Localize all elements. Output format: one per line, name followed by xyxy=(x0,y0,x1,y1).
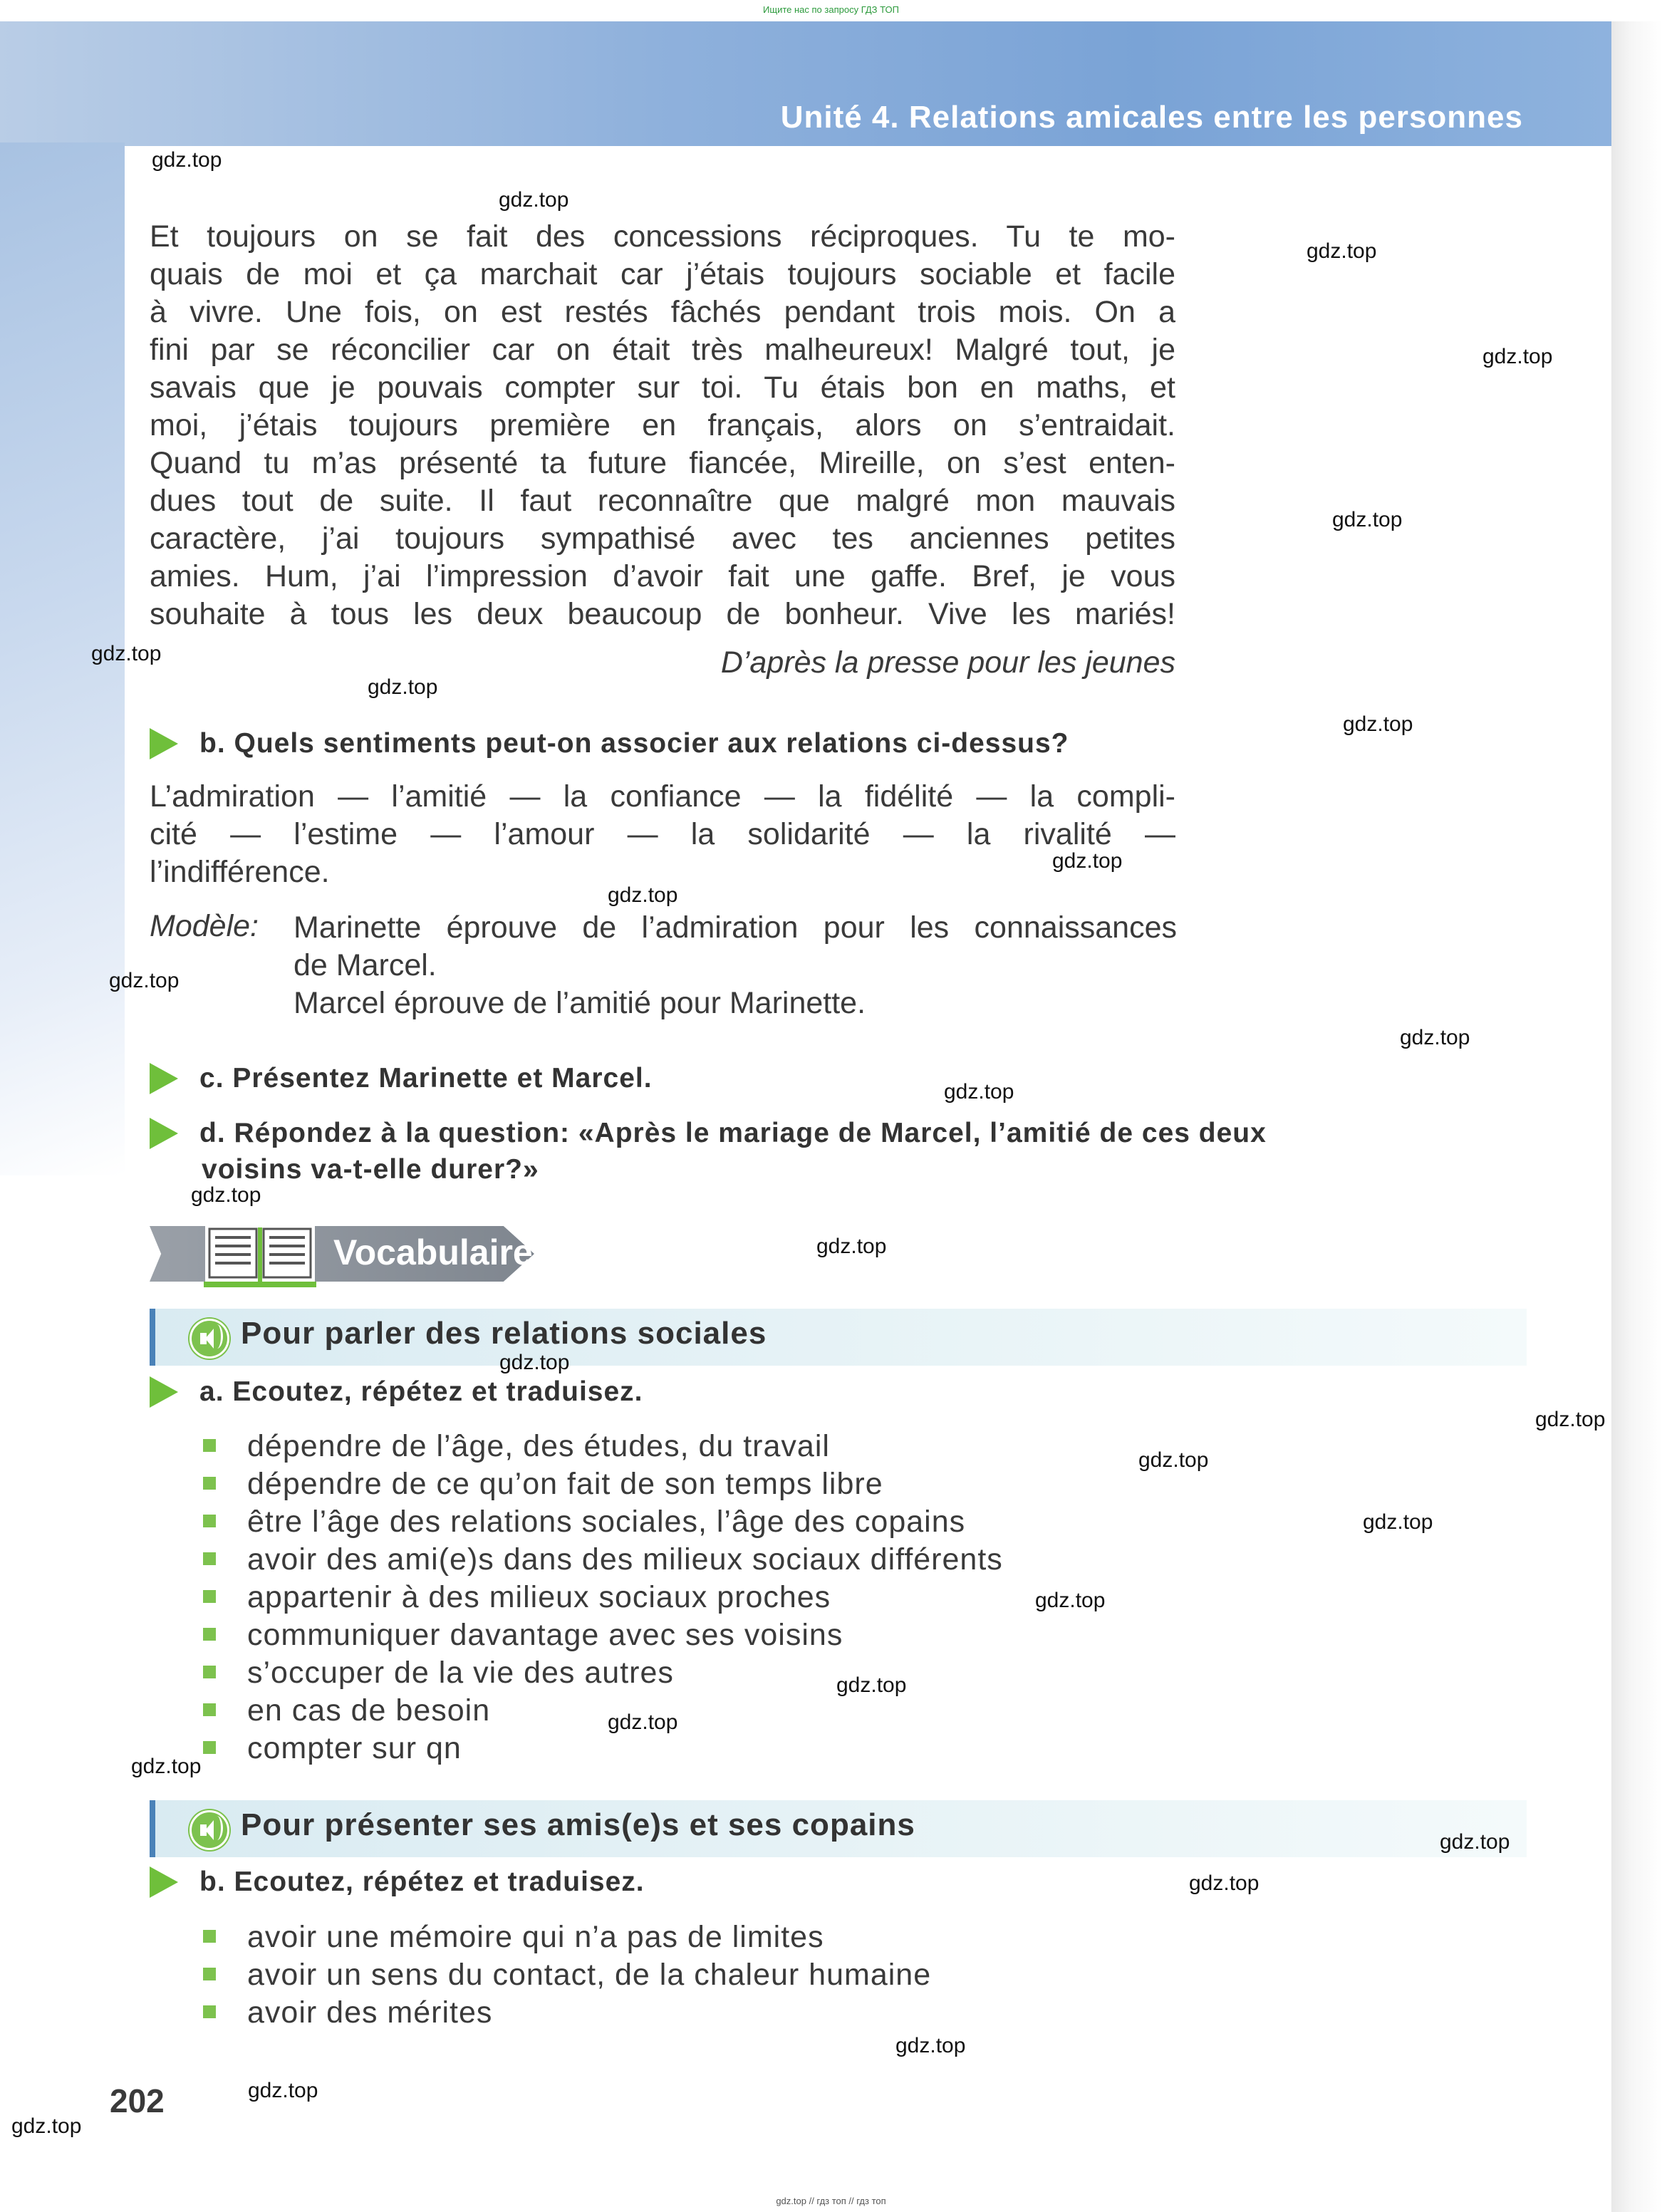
bullet-icon xyxy=(203,1741,216,1754)
watermark: gdz.top xyxy=(1482,345,1553,368)
page-number: 202 xyxy=(110,2082,165,2119)
section-title: Pour parler des relations sociales xyxy=(241,1316,767,1351)
list-item xyxy=(203,1428,1003,1465)
bullet-icon xyxy=(203,2005,216,2018)
bullet-icon xyxy=(203,1515,216,1527)
watermark: gdz.top xyxy=(1138,1448,1209,1472)
text-source: D’après la presse pour les jeunes xyxy=(720,645,1175,680)
section-title: Pour présenter ses amis(e)s et ses copains xyxy=(241,1807,915,1842)
audio-icon[interactable] xyxy=(189,1319,229,1359)
paragraph-line: Et toujours on se fait des concessions réciproques. Tu te mo- xyxy=(150,219,1175,254)
bullet-icon xyxy=(203,1930,216,1943)
list-item xyxy=(203,1956,931,1994)
watermark: gdz.top xyxy=(131,1755,202,1778)
list-item xyxy=(203,1730,1003,1767)
bullet-icon xyxy=(203,1703,216,1716)
task-d xyxy=(150,1116,1267,1149)
watermark: gdz.top xyxy=(91,642,162,665)
list-item xyxy=(203,1994,931,2032)
watermark: gdz.top xyxy=(1343,712,1413,736)
task-b2-title: b. Ecoutez, répétez et traduisez. xyxy=(199,1866,645,1897)
bullet-icon xyxy=(203,1590,216,1603)
item-text: s’occuper de la vie des autres xyxy=(247,1656,674,1690)
task-d-line2: voisins va-t-elle durer?» xyxy=(202,1154,539,1185)
list-item xyxy=(203,1918,931,1956)
item-text: avoir un sens du contact, de la chaleur humaine xyxy=(247,1958,932,1992)
task-a xyxy=(150,1375,643,1408)
list-item xyxy=(203,1465,1003,1503)
watermark: gdz.top xyxy=(499,1351,570,1374)
watermark: gdz.top xyxy=(1400,1026,1470,1049)
vocabulary-list-1 xyxy=(203,1428,1003,1767)
model-label: Modèle: xyxy=(150,909,259,943)
paragraph-line: Quand tu m’as présenté ta future fiancée, Mireille, on s’est enten- xyxy=(150,446,1175,480)
model-line: Marinette éprouve de l’admiration pour les connaissances xyxy=(294,910,1177,945)
watermark: gdz.top xyxy=(816,1235,887,1258)
paragraph-line: moi, j’étais toujours première en français, alors on s’entraidait. xyxy=(150,408,1175,442)
task-c xyxy=(150,1061,653,1094)
model-line: Marcel éprouve de l’amitié pour Marinette. xyxy=(294,986,866,1020)
watermark: gdz.top xyxy=(608,883,678,907)
task-b xyxy=(150,727,1069,759)
sentiments-line: l’indifférence. xyxy=(150,855,330,889)
section-amis-copains xyxy=(150,1800,1527,1857)
task-d-line1: d. Répondez à la question: «Après le mariage de Marcel, l’amitié de ces deux xyxy=(199,1117,1267,1148)
audio-icon[interactable] xyxy=(189,1810,229,1850)
watermark: gdz.top xyxy=(1332,508,1403,531)
bullet-icon xyxy=(203,1439,216,1452)
top-note: Ищите нас по запросу ГДЗ ТОП xyxy=(763,4,899,15)
task-a-title: a. Ecoutez, répétez et traduisez. xyxy=(199,1376,643,1407)
sound-waves-icon xyxy=(211,1816,223,1840)
item-text: avoir des mérites xyxy=(247,1995,493,2030)
bullet-icon xyxy=(203,1628,216,1641)
section-relations-sociales xyxy=(150,1309,1527,1366)
watermark: gdz.top xyxy=(368,675,438,699)
unit-title: Unité 4. Relations amicales entre les personnes xyxy=(780,100,1523,135)
paragraph-line: savais que je pouvais compter sur toi. Tu étais bon en maths, et xyxy=(150,370,1175,405)
list-item xyxy=(203,1541,1003,1579)
paragraph-line: fini par se réconcilier car on était très malheureux! Malgré tout, je xyxy=(150,333,1175,367)
watermark: gdz.top xyxy=(152,148,222,172)
watermark: gdz.top xyxy=(895,2034,966,2057)
play-triangle-icon xyxy=(150,1376,178,1408)
list-item xyxy=(203,1616,1003,1654)
task-c-title: c. Présentez Marinette et Marcel. xyxy=(199,1062,653,1094)
watermark: gdz.top xyxy=(1440,1830,1510,1854)
sound-waves-icon xyxy=(211,1324,223,1349)
item-text: dépendre de ce qu’on fait de son temps libre xyxy=(247,1467,883,1501)
task-b2 xyxy=(150,1865,645,1898)
watermark: gdz.top xyxy=(944,1080,1014,1104)
bullet-icon xyxy=(203,1666,216,1678)
bullet-icon xyxy=(203,1552,216,1565)
paragraph-line: dues tout de suite. Il faut reconnaître que malgré mon mauvais xyxy=(150,484,1175,518)
page-edge xyxy=(1611,21,1662,2212)
watermark: gdz.top xyxy=(1535,1408,1606,1431)
vocabulary-list-2 xyxy=(203,1918,931,2032)
item-text: être l’âge des relations sociales, l’âge des copains xyxy=(247,1505,966,1539)
model-text xyxy=(294,909,1177,1022)
main-paragraph xyxy=(150,218,1175,633)
book-icon xyxy=(199,1222,321,1289)
watermark: gdz.top xyxy=(608,1710,678,1734)
paragraph-line: à vivre. Une fois, on est restés fâchés pendant trois mois. On a xyxy=(150,295,1175,329)
watermark: gdz.top xyxy=(1363,1510,1433,1534)
vocabulary-label: Vocabulaire xyxy=(333,1232,533,1272)
item-text: appartenir à des milieux sociaux proches xyxy=(247,1580,831,1614)
paragraph-line: amies. Hum, j’ai l’impression d’avoir fait une gaffe. Bref, je vous xyxy=(150,559,1175,593)
sentiments-line: cité — l’estime — l’amour — la solidarité — la rivalité — xyxy=(150,817,1175,851)
watermark: gdz.top xyxy=(109,969,180,992)
item-text: compter sur qn xyxy=(247,1731,462,1765)
bullet-icon xyxy=(203,1968,216,1980)
watermark: gdz.top xyxy=(191,1183,261,1207)
watermark: gdz.top xyxy=(1307,239,1377,263)
watermark: gdz.top xyxy=(1189,1871,1260,1895)
vocabulary-banner xyxy=(150,1222,566,1286)
watermark: gdz.top xyxy=(1052,849,1123,873)
bullet-icon xyxy=(203,1477,216,1490)
play-triangle-icon xyxy=(150,1866,178,1898)
bottom-note: gdz.top // гдз топ // гдз топ xyxy=(776,2196,886,2206)
watermark: gdz.top xyxy=(499,188,569,212)
item-text: en cas de besoin xyxy=(247,1693,491,1728)
watermark: gdz.top xyxy=(1035,1589,1106,1612)
task-b-title: b. Quels sentiments peut-on associer aux relations ci-dessus? xyxy=(199,727,1069,759)
list-item xyxy=(203,1579,1003,1616)
watermark: gdz.top xyxy=(248,2079,318,2102)
list-item xyxy=(203,1503,1003,1541)
paragraph-line: quais de moi et ça marchait car j’étais toujours sociable et facile xyxy=(150,257,1175,291)
sentiments-line: L’admiration — l’amitié — la confiance — la fidélité — la compli- xyxy=(150,779,1175,814)
sentiments-list xyxy=(150,778,1175,891)
paragraph-line: souhaite à tous les deux beaucoup de bonheur. Vive les mariés! xyxy=(150,597,1175,631)
watermark: gdz.top xyxy=(836,1673,907,1697)
model-line: de Marcel. xyxy=(294,948,437,982)
play-triangle-icon xyxy=(150,1063,178,1094)
play-triangle-icon xyxy=(150,1118,178,1149)
item-text: avoir des ami(e)s dans des milieux sociaux différents xyxy=(247,1542,1003,1577)
item-text: avoir une mémoire qui n’a pas de limites xyxy=(247,1920,824,1954)
watermark: gdz.top xyxy=(11,2114,82,2138)
paragraph-line: caractère, j’ai toujours sympathisé avec tes anciennes petites xyxy=(150,521,1175,556)
play-triangle-icon xyxy=(150,728,178,759)
item-text: dépendre de l’âge, des études, du travail xyxy=(247,1429,830,1463)
item-text: communiquer davantage avec ses voisins xyxy=(247,1618,843,1652)
